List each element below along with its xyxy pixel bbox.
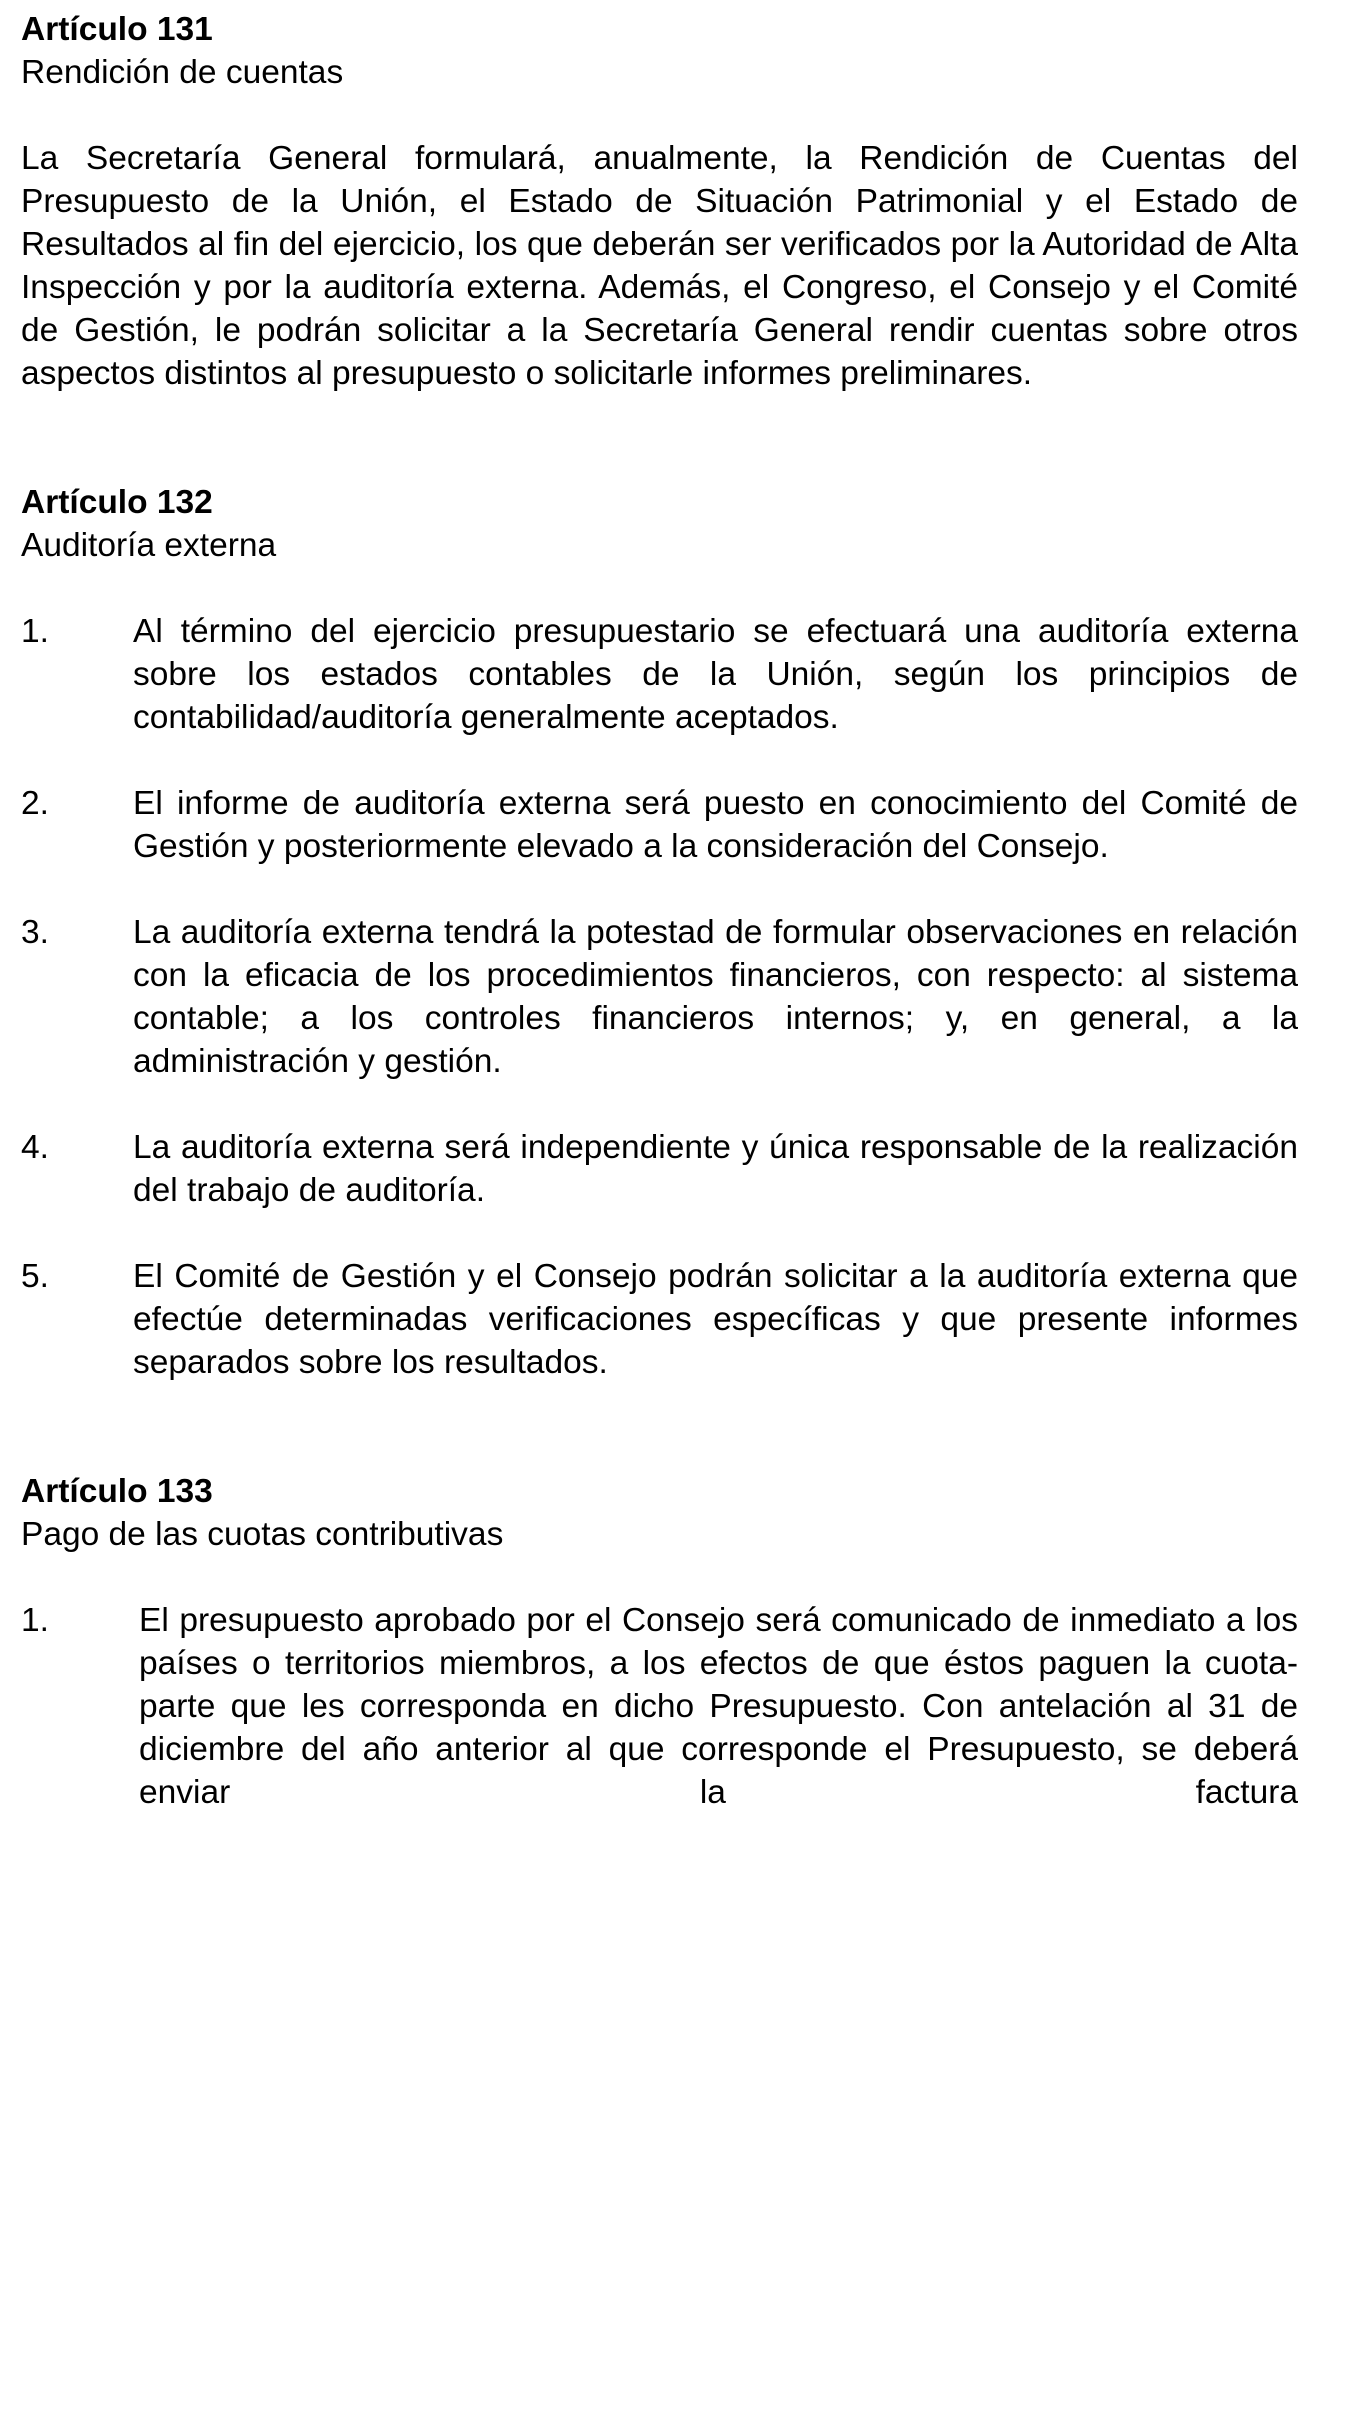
item-number: 2. — [21, 785, 49, 822]
list-item — [21, 1255, 1298, 1384]
section-spacer — [21, 395, 1298, 481]
article-number: Artículo 133 — [21, 1473, 213, 1510]
numbered-list — [21, 610, 1298, 1384]
item-text: El informe de auditoría externa será puesto en conocimiento del Comité de Gestión y posteriormente elevado a la consideración del Consejo. — [133, 785, 1298, 865]
item-text: La auditoría externa tendrá la potestad de formular observaciones en relación con la eficacia de los procedimientos financieros, con respecto: al sistema contable; a los controles financieros internos; y, en general, a la administración y gestión. — [133, 914, 1298, 1080]
article-title: Pago de las cuotas contributivas — [21, 1516, 504, 1553]
article-number: Artículo 132 — [21, 484, 213, 521]
article-paragraph: La Secretaría General formulará, anualmente, la Rendición de Cuentas del Presupuesto de la Unión, el Estado de Situación Patrimonial y el Estado de Resultados al fin del ejercicio, los que deberán ser verificados por la Autoridad de Alta Inspección y por la auditoría externa. Además, el Congreso, el Consejo y el Comité de Gestión, le podrán solicitar a la Secretaría General rendir cuentas sobre otros aspectos distintos al presupuesto o solicitarle informes preliminares. — [21, 140, 1298, 392]
list-item — [21, 610, 1298, 739]
item-number: 5. — [21, 1258, 49, 1295]
item-text: La auditoría externa será independiente y única responsable de la realización del trabajo de auditoría. — [133, 1129, 1298, 1209]
item-number: 1. — [21, 1602, 49, 1639]
section-spacer — [21, 1384, 1298, 1470]
list-item — [21, 1126, 1298, 1212]
list-item — [21, 911, 1298, 1083]
article-132 — [21, 481, 1298, 1384]
item-number: 3. — [21, 914, 49, 951]
item-text: Al término del ejercicio presupuestario se efectuará una auditoría externa sobre los estados contables de la Unión, según los principios de contabilidad/auditoría generalmente aceptados. — [133, 613, 1298, 736]
list-item — [21, 1599, 1298, 1814]
document-page — [21, 8, 1298, 1814]
article-133 — [21, 1470, 1298, 1814]
item-text: El presupuesto aprobado por el Consejo será comunicado de inmediato a los países o territorios miembros, a los efectos de que éstos paguen la cuota-parte que les corresponda en dicho Presupuesto. Con antelación al 31 de diciembre del año anterior al que corresponde el Presupuesto, se deberá enviar la factura — [139, 1602, 1298, 1811]
article-title: Rendición de cuentas — [21, 54, 344, 91]
list-item — [21, 782, 1298, 868]
numbered-list — [21, 1599, 1298, 1814]
item-number: 4. — [21, 1129, 49, 1166]
item-text: El Comité de Gestión y el Consejo podrán solicitar a la auditoría externa que efectúe determinadas verificaciones específicas y que presente informes separados sobre los resultados. — [133, 1258, 1298, 1381]
article-131 — [21, 8, 1298, 395]
article-title: Auditoría externa — [21, 527, 277, 564]
item-number: 1. — [21, 613, 49, 650]
article-number: Artículo 131 — [21, 11, 213, 48]
